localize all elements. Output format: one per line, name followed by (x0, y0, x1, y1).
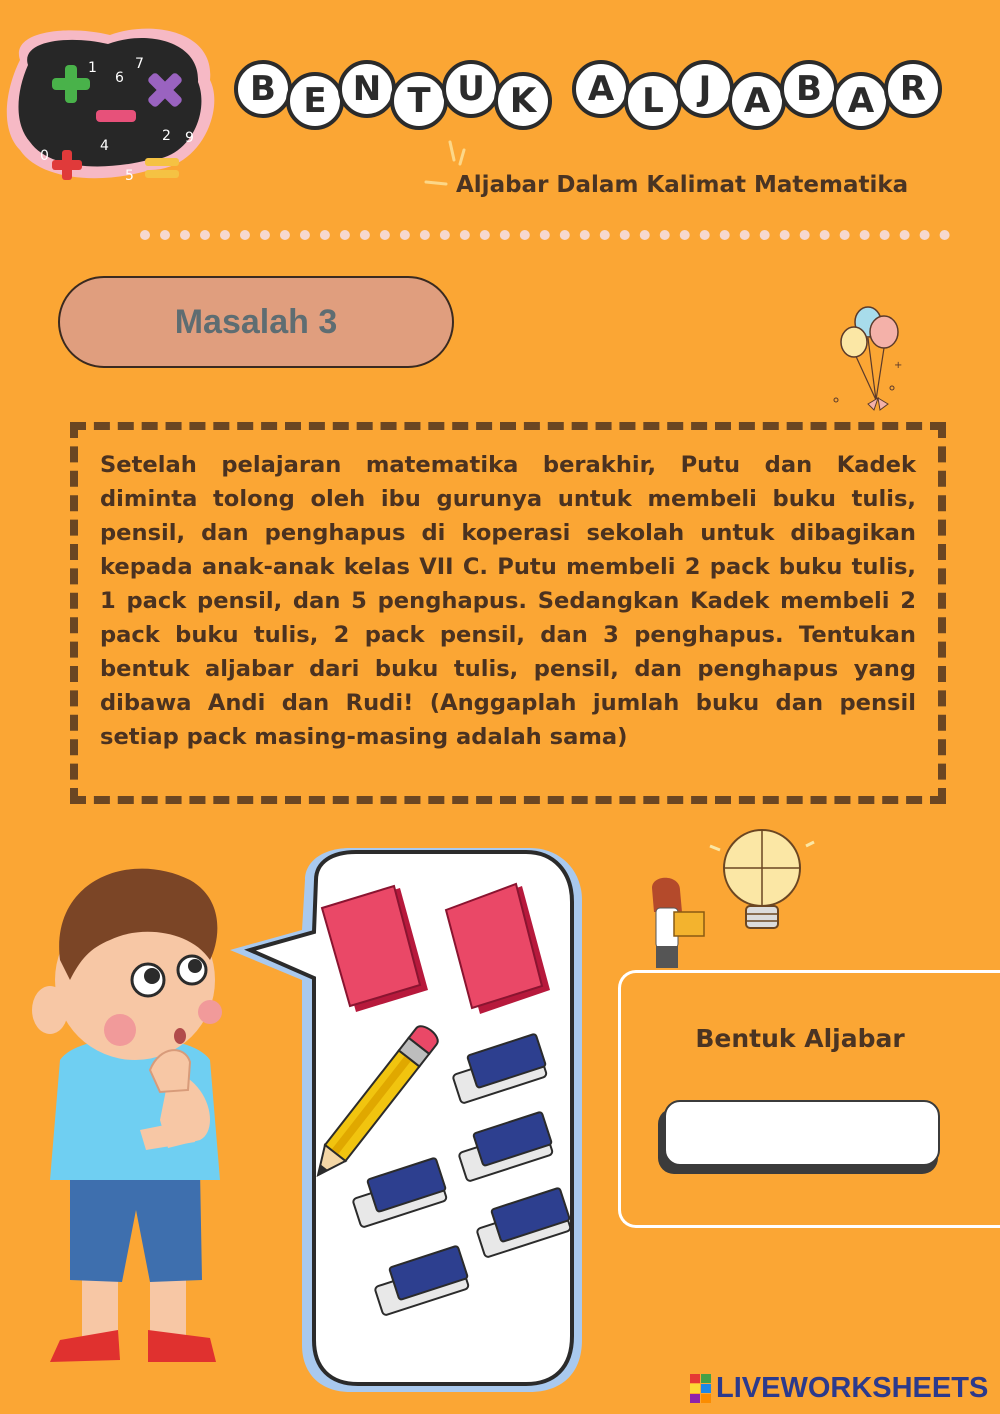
speech-bubble (210, 840, 590, 1400)
answer-label: Bentuk Aljabar (695, 1024, 905, 1053)
svg-text:5: 5 (125, 168, 134, 180)
title-letter: R (884, 60, 942, 118)
problem-label-pill (58, 276, 454, 368)
title-letter: K (494, 72, 552, 130)
title-letter: B (780, 60, 838, 118)
title-letter: B (234, 60, 292, 118)
svg-text:0: 0 (40, 148, 49, 164)
svg-text:4: 4 (100, 138, 109, 154)
page-subtitle: Aljabar Dalam Kalimat Matematika (456, 172, 909, 198)
problem-box (70, 422, 946, 804)
divider (140, 230, 950, 240)
title-letter: T (390, 72, 448, 130)
title-letter: N (338, 60, 396, 118)
title-letter: A (572, 60, 630, 118)
title-letter: J (676, 60, 734, 118)
svg-text:9: 9 (185, 130, 194, 146)
boy-thinking-illustration (20, 830, 240, 1370)
svg-text:6: 6 (115, 70, 124, 86)
footer-brand-text: LIVEWORKSHEETS (716, 1372, 989, 1404)
title-letter: A (832, 72, 890, 130)
problem-label: Masalah 3 (174, 302, 338, 341)
balloons-icon (828, 300, 918, 420)
title-letter: E (286, 72, 344, 130)
title-letter: A (728, 72, 786, 130)
footer-brand (690, 1372, 988, 1405)
svg-text:7: 7 (135, 56, 144, 72)
math-chalkboard-icon (0, 20, 230, 180)
title-letter: L (624, 72, 682, 130)
answer-card (618, 970, 1000, 1228)
title-letter: U (442, 60, 500, 118)
svg-text:1: 1 (88, 60, 97, 76)
liveworksheets-logo-icon (690, 1374, 712, 1404)
svg-text:2: 2 (162, 128, 171, 144)
answer-input[interactable] (664, 1100, 940, 1166)
title-word-aljabar (578, 60, 942, 130)
problem-text: Setelah pelajaran matematika berakhir, Putu dan Kadek diminta tolong oleh ibu gurunya untuk membeli buku tulis, pensil, dan penghapus di koperasi sekolah untuk dibagikan kepada anak-anak kelas VII C. Putu membeli 2 pack buku tulis, 1 pack pensil, dan 5 penghapus. Sedangkan Kadek membeli 2 pack buku tulis, 2 pack pensil, dan 3 penghapus. Tentukan bentuk aljabar dari buku tulis, pensil, dan penghapus yang dibawa Andi dan Rudi! (Anggaplah jumlah buku dan pensil setiap pack masing-masing adalah sama) (100, 452, 916, 750)
title-word-bentuk (240, 60, 552, 130)
svg-text:+: + (894, 360, 903, 371)
lightbulb-puzzle-icon (706, 816, 816, 946)
